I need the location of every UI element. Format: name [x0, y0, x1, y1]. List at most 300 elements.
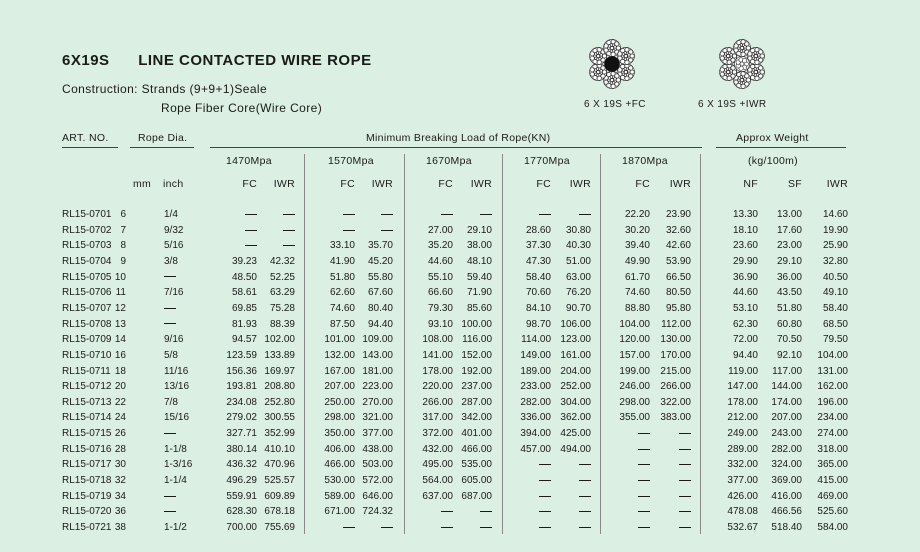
- breaking-load-cell: 51.80: [329, 271, 355, 283]
- header-mbl-underline: [210, 147, 702, 148]
- breaking-load-cell: 327.71: [226, 428, 257, 440]
- breaking-load-cell: 234.08: [226, 396, 257, 408]
- header-rope-dia-underline: [130, 147, 194, 148]
- weight-cell: 416.00: [771, 490, 802, 502]
- weight-cell: 518.40: [771, 522, 802, 533]
- breaking-load-cell: [641, 427, 691, 441]
- breaking-load-cell: [541, 208, 591, 222]
- art-no-cell: RL15-0718: [62, 475, 112, 487]
- dia-mm-cell: 18: [114, 365, 126, 377]
- art-no-cell: RL15-0719: [62, 490, 112, 502]
- art-no-cell: RL15-0710: [62, 349, 112, 361]
- art-no-cell: RL15-0703: [62, 240, 112, 252]
- dia-mm-cell: 20: [114, 381, 126, 393]
- breaking-load-cell: 535.00: [461, 459, 492, 471]
- breaking-load-cell: 250.00: [324, 396, 355, 408]
- breaking-load-cell: [245, 224, 295, 238]
- breaking-load-cell: 266.00: [660, 381, 691, 393]
- dia-inch-cell: 11/16: [164, 365, 189, 377]
- breaking-load-cell: 42.60: [665, 240, 691, 252]
- breaking-load-cell: 637.00: [422, 490, 453, 502]
- grade-header: 1570Mpa: [328, 155, 374, 167]
- weight-cell: 365.00: [817, 459, 848, 471]
- art-no-cell: RL15-0721: [62, 522, 112, 533]
- weight-cell: 478.08: [727, 506, 758, 518]
- weight-cell: 282.00: [771, 443, 802, 455]
- breaking-load-cell: 494.00: [560, 443, 591, 455]
- art-no-cell: RL15-0702: [62, 224, 112, 236]
- breaking-load-cell: 317.00: [422, 412, 453, 424]
- dia-mm-cell: 10: [114, 271, 126, 283]
- breaking-load-cell: 35.70: [367, 240, 393, 252]
- breaking-load-cell: 81.93: [231, 318, 257, 330]
- breaking-load-cell: 279.02: [226, 412, 257, 424]
- weight-cell: 72.00: [732, 334, 758, 346]
- breaking-load-cell: 67.60: [367, 287, 393, 299]
- dia-mm-cell: 6: [120, 209, 126, 220]
- breaking-load-cell: 66.60: [427, 287, 453, 299]
- dia-mm-cell: 32: [114, 475, 126, 487]
- weight-cell: 43.50: [776, 287, 802, 299]
- breaking-load-cell: 80.40: [367, 302, 393, 314]
- header-art-no-underline: [62, 147, 118, 148]
- breaking-load-cell: 94.40: [367, 318, 393, 330]
- header-weight-iwr: IWR: [826, 178, 848, 190]
- art-no-cell: RL15-0705: [62, 271, 112, 283]
- breaking-load-cell: 207.00: [324, 381, 355, 393]
- weight-cell: 13.00: [776, 209, 802, 220]
- breaking-load-cell: 372.00: [422, 428, 453, 440]
- breaking-load-cell: 39.23: [231, 255, 257, 267]
- weight-cell: 117.00: [772, 365, 802, 377]
- weight-cell: 234.00: [817, 412, 848, 424]
- breaking-load-cell: 525.57: [264, 475, 295, 487]
- breaking-load-cell: [442, 521, 492, 535]
- breaking-load-cell: 58.61: [231, 287, 257, 299]
- breaking-load-cell: [541, 458, 591, 472]
- breaking-load-cell: 49.90: [624, 255, 650, 267]
- breaking-load-cell: 401.00: [461, 428, 492, 440]
- breaking-load-cell: 342.00: [461, 412, 492, 424]
- breaking-load-cell: 350.00: [324, 428, 355, 440]
- breaking-load-cell: 45.20: [367, 255, 393, 267]
- dia-inch-cell: 1-1/4: [164, 475, 187, 487]
- weight-cell: 29.10: [776, 255, 802, 267]
- breaking-load-cell: 38.00: [466, 240, 492, 252]
- breaking-load-cell: 496.29: [226, 475, 257, 487]
- breaking-load-cell: 192.00: [461, 365, 492, 377]
- weight-cell: 19.90: [822, 224, 848, 236]
- breaking-load-cell: 95.80: [665, 302, 691, 314]
- weight-cell: 53.10: [732, 302, 758, 314]
- breaking-load-cell: 40.30: [565, 240, 591, 252]
- breaking-load-cell: 93.10: [427, 318, 453, 330]
- breaking-load-cell: 39.40: [624, 240, 650, 252]
- breaking-load-cell: 252.00: [560, 381, 591, 393]
- breaking-load-cell: 167.00: [324, 365, 355, 377]
- breaking-load-cell: 700.00: [226, 522, 257, 533]
- weight-cell: 92.10: [776, 349, 802, 361]
- breaking-load-cell: 90.70: [565, 302, 591, 314]
- breaking-load-cell: 237.00: [461, 381, 492, 393]
- product-code: 6X19S: [62, 52, 110, 69]
- weight-cell: 23.60: [732, 240, 758, 252]
- header-weight-unit: (kg/100m): [748, 155, 798, 167]
- dia-inch-cell: [164, 271, 176, 285]
- art-no-cell: RL15-0713: [62, 396, 112, 408]
- breaking-load-cell: 671.00: [324, 506, 355, 518]
- weight-cell: 13.30: [732, 209, 758, 220]
- dia-mm-cell: 12: [114, 302, 126, 314]
- breaking-load-cell: 42.32: [269, 255, 295, 267]
- breaking-load-cell: 104.00: [619, 318, 650, 330]
- grade-header: 1470Mpa: [226, 155, 272, 167]
- weight-cell: 274.00: [817, 428, 848, 440]
- header-fc: FC: [635, 178, 650, 190]
- breaking-load-cell: [442, 208, 492, 222]
- weight-cell: 79.50: [822, 334, 848, 346]
- breaking-load-cell: 605.00: [461, 475, 492, 487]
- breaking-load-cell: 102.00: [264, 334, 295, 346]
- weight-cell: 196.00: [817, 396, 848, 408]
- header-sf: SF: [787, 178, 802, 190]
- breaking-load-cell: 193.81: [226, 381, 257, 393]
- breaking-load-cell: 70.60: [525, 287, 551, 299]
- breaking-load-cell: 79.30: [427, 302, 453, 314]
- header-weight-underline: [716, 147, 846, 148]
- dia-mm-cell: 34: [114, 490, 126, 502]
- weight-cell: 44.60: [732, 287, 758, 299]
- product-title: [62, 52, 372, 69]
- header-approx-weight: Approx Weight: [736, 132, 809, 144]
- weight-cell: 324.00: [771, 459, 802, 471]
- breaking-load-cell: 559.91: [226, 490, 257, 502]
- breaking-load-cell: 589.00: [324, 490, 355, 502]
- breaking-load-cell: 724.32: [362, 506, 393, 518]
- breaking-load-cell: 37.30: [525, 240, 551, 252]
- weight-cell: 525.60: [817, 506, 848, 518]
- art-no-cell: RL15-0714: [62, 412, 112, 424]
- dia-mm-cell: 28: [114, 443, 126, 455]
- header-iwr: IWR: [273, 178, 295, 190]
- dia-mm-cell: 9: [120, 255, 126, 267]
- breaking-load-cell: 470.96: [264, 459, 295, 471]
- weight-cell: 147.00: [727, 381, 758, 393]
- breaking-load-cell: 48.50: [231, 271, 257, 283]
- breaking-load-cell: 108.00: [422, 334, 453, 346]
- breaking-load-cell: 355.00: [619, 412, 650, 424]
- weight-cell: 207.00: [771, 412, 802, 424]
- breaking-load-cell: 75.28: [269, 302, 295, 314]
- dia-inch-cell: 13/16: [164, 381, 190, 393]
- dia-mm-cell: 14: [114, 334, 126, 346]
- breaking-load-cell: 23.90: [665, 209, 691, 220]
- weight-cell: 17.60: [776, 224, 802, 236]
- breaking-load-cell: 141.00: [422, 349, 453, 361]
- header-fc: FC: [242, 178, 257, 190]
- breaking-load-cell: [641, 505, 691, 519]
- header-mbl: Minimum Breaking Load of Rope(KN): [366, 132, 551, 144]
- dia-inch-cell: 5/16: [164, 240, 184, 252]
- breaking-load-cell: 406.00: [324, 443, 355, 455]
- breaking-load-cell: 298.00: [619, 396, 650, 408]
- breaking-load-cell: [641, 443, 691, 457]
- header-rope-dia: Rope Dia.: [138, 132, 188, 144]
- breaking-load-cell: 169.97: [264, 365, 295, 377]
- dia-mm-cell: 8: [120, 240, 126, 252]
- column-separator: [700, 154, 701, 534]
- weight-cell: 104.00: [817, 349, 848, 361]
- dia-inch-cell: 3/8: [164, 255, 178, 267]
- weight-cell: 369.00: [771, 475, 802, 487]
- breaking-load-cell: 300.55: [264, 412, 295, 424]
- art-no-cell: RL15-0708: [62, 318, 112, 330]
- dia-mm-cell: 22: [114, 396, 126, 408]
- breaking-load-cell: 204.00: [560, 365, 591, 377]
- dia-mm-cell: 11: [115, 287, 126, 299]
- breaking-load-cell: 88.39: [269, 318, 295, 330]
- header-iwr: IWR: [669, 178, 691, 190]
- breaking-load-cell: 63.00: [565, 271, 591, 283]
- breaking-load-cell: 132.00: [324, 349, 355, 361]
- header-nf: NF: [743, 178, 758, 190]
- dia-inch-cell: [164, 490, 176, 504]
- breaking-load-cell: 530.00: [324, 475, 355, 487]
- breaking-load-cell: 51.00: [565, 255, 591, 267]
- dia-inch-cell: 1/4: [164, 209, 178, 220]
- weight-cell: 466.56: [771, 506, 802, 518]
- breaking-load-cell: 215.00: [660, 365, 691, 377]
- dia-inch-cell: 1-3/16: [164, 459, 193, 471]
- breaking-load-cell: 63.29: [269, 287, 295, 299]
- breaking-load-cell: 52.25: [269, 271, 295, 283]
- breaking-load-cell: 30.20: [624, 224, 650, 236]
- breaking-load-cell: 152.00: [461, 349, 492, 361]
- breaking-load-cell: 29.10: [466, 224, 492, 236]
- rope-section-fc-image: [586, 38, 638, 90]
- breaking-load-cell: 246.00: [619, 381, 650, 393]
- header-inch: inch: [163, 178, 184, 190]
- dia-inch-cell: 5/8: [164, 349, 178, 361]
- breaking-load-cell: 220.00: [422, 381, 453, 393]
- breaking-load-cell: 74.60: [624, 287, 650, 299]
- art-no-cell: RL15-0712: [62, 381, 112, 393]
- breaking-load-cell: 170.00: [660, 349, 691, 361]
- breaking-load-cell: 336.00: [520, 412, 551, 424]
- breaking-load-cell: 394.00: [520, 428, 551, 440]
- weight-cell: 131.00: [817, 365, 848, 377]
- breaking-load-cell: 27.00: [427, 224, 453, 236]
- breaking-load-cell: 438.00: [362, 443, 393, 455]
- dia-inch-cell: 9/32: [164, 224, 184, 236]
- breaking-load-cell: 181.00: [362, 365, 393, 377]
- breaking-load-cell: 101.00: [324, 334, 355, 346]
- art-no-cell: RL15-0707: [62, 302, 112, 314]
- dia-mm-cell: 26: [114, 428, 126, 440]
- weight-cell: 249.00: [727, 428, 758, 440]
- breaking-load-cell: 199.00: [619, 365, 650, 377]
- dia-mm-cell: 36: [114, 506, 126, 518]
- breaking-load-cell: [442, 505, 492, 519]
- breaking-load-cell: 55.80: [367, 271, 393, 283]
- breaking-load-cell: 123.59: [226, 349, 257, 361]
- breaking-load-cell: [641, 521, 691, 535]
- breaking-load-cell: 80.50: [665, 287, 691, 299]
- weight-cell: 415.00: [817, 475, 848, 487]
- breaking-load-cell: 564.00: [422, 475, 453, 487]
- weight-cell: 332.00: [727, 459, 758, 471]
- breaking-load-cell: 84.10: [525, 302, 551, 314]
- breaking-load-cell: 69.85: [231, 302, 257, 314]
- breaking-load-cell: [541, 490, 591, 504]
- weight-cell: 49.10: [822, 287, 848, 299]
- breaking-load-cell: [541, 474, 591, 488]
- breaking-load-cell: 377.00: [362, 428, 393, 440]
- breaking-load-cell: 88.80: [624, 302, 650, 314]
- breaking-load-cell: 44.60: [427, 255, 453, 267]
- breaking-load-cell: 62.60: [329, 287, 355, 299]
- grade-header: 1770Mpa: [524, 155, 570, 167]
- weight-cell: 58.40: [822, 302, 848, 314]
- weight-cell: 40.50: [822, 271, 848, 283]
- header-fc: FC: [340, 178, 355, 190]
- breaking-load-cell: 87.50: [329, 318, 355, 330]
- dia-mm-cell: 38: [114, 522, 126, 533]
- breaking-load-cell: 32.60: [665, 224, 691, 236]
- weight-cell: 29.90: [732, 255, 758, 267]
- weight-cell: 243.00: [771, 428, 802, 440]
- breaking-load-cell: 120.00: [619, 334, 650, 346]
- dia-inch-cell: 1-1/8: [164, 443, 187, 455]
- weight-cell: 119.00: [728, 365, 758, 377]
- weight-cell: 178.00: [727, 396, 758, 408]
- dia-mm-cell: 30: [114, 459, 126, 471]
- rope-section-iwr-image: [716, 38, 768, 90]
- breaking-load-cell: 41.90: [329, 255, 355, 267]
- breaking-load-cell: 503.00: [362, 459, 393, 471]
- breaking-load-cell: 61.70: [624, 271, 650, 283]
- header-fc: FC: [438, 178, 453, 190]
- dia-mm-cell: 16: [114, 349, 126, 361]
- core-text: Rope Fiber Core(Wire Core): [161, 101, 323, 115]
- weight-cell: 144.00: [771, 381, 802, 393]
- art-no-cell: RL15-0709: [62, 334, 112, 346]
- breaking-load-cell: 156.36: [226, 365, 257, 377]
- breaking-load-cell: 287.00: [461, 396, 492, 408]
- art-no-cell: RL15-0701: [62, 209, 112, 220]
- breaking-load-cell: 609.89: [264, 490, 295, 502]
- breaking-load-cell: 189.00: [520, 365, 551, 377]
- header-iwr: IWR: [470, 178, 492, 190]
- weight-cell: 60.80: [776, 318, 802, 330]
- weight-cell: 426.00: [727, 490, 758, 502]
- breaking-load-cell: 383.00: [660, 412, 691, 424]
- art-no-cell: RL15-0711: [62, 365, 111, 377]
- weight-cell: 51.80: [776, 302, 802, 314]
- dia-inch-cell: [164, 505, 176, 519]
- breaking-load-cell: 66.50: [665, 271, 691, 283]
- breaking-load-cell: [245, 208, 295, 222]
- art-no-cell: RL15-0704: [62, 255, 112, 267]
- breaking-load-cell: [343, 224, 393, 238]
- art-no-cell: RL15-0715: [62, 428, 112, 440]
- breaking-load-cell: 35.20: [427, 240, 453, 252]
- breaking-load-cell: 466.00: [324, 459, 355, 471]
- dia-mm-cell: 7: [120, 224, 126, 236]
- breaking-load-cell: 304.00: [560, 396, 591, 408]
- header-iwr: IWR: [371, 178, 393, 190]
- weight-cell: 162.00: [817, 381, 848, 393]
- breaking-load-cell: 436.32: [226, 459, 257, 471]
- breaking-load-cell: 123.00: [560, 334, 591, 346]
- breaking-load-cell: 58.40: [525, 271, 551, 283]
- breaking-load-cell: 266.00: [422, 396, 453, 408]
- breaking-load-cell: [343, 521, 393, 535]
- weight-cell: 36.00: [776, 271, 802, 283]
- breaking-load-cell: 109.00: [362, 334, 393, 346]
- breaking-load-cell: 223.00: [362, 381, 393, 393]
- breaking-load-cell: 252.80: [264, 396, 295, 408]
- grade-header: 1670Mpa: [426, 155, 472, 167]
- breaking-load-cell: 94.57: [231, 334, 257, 346]
- weight-cell: 32.80: [822, 255, 848, 267]
- breaking-load-cell: 53.90: [665, 255, 691, 267]
- breaking-load-cell: 432.00: [422, 443, 453, 455]
- breaking-load-cell: 233.00: [520, 381, 551, 393]
- breaking-load-cell: 100.00: [461, 318, 492, 330]
- breaking-load-cell: 143.00: [362, 349, 393, 361]
- breaking-load-cell: 161.00: [560, 349, 591, 361]
- breaking-load-cell: 628.30: [226, 506, 257, 518]
- breaking-load-cell: 71.90: [466, 287, 492, 299]
- header-art-no: ART. NO.: [62, 132, 109, 144]
- weight-cell: 469.00: [817, 490, 848, 502]
- weight-cell: 23.00: [776, 240, 802, 252]
- breaking-load-cell: 678.18: [264, 506, 295, 518]
- breaking-load-cell: 208.80: [264, 381, 295, 393]
- breaking-load-cell: 457.00: [520, 443, 551, 455]
- breaking-load-cell: 114.00: [521, 334, 551, 346]
- breaking-load-cell: [641, 458, 691, 472]
- breaking-load-cell: 112.00: [661, 318, 691, 330]
- breaking-load-cell: 28.60: [525, 224, 551, 236]
- weight-cell: 174.00: [771, 396, 802, 408]
- weight-cell: 584.00: [817, 522, 848, 533]
- breaking-load-cell: 22.20: [624, 209, 650, 220]
- breaking-load-cell: 157.00: [619, 349, 650, 361]
- breaking-load-cell: 362.00: [560, 412, 591, 424]
- breaking-load-cell: [641, 474, 691, 488]
- breaking-load-cell: [541, 521, 591, 535]
- breaking-load-cell: 425.00: [560, 428, 591, 440]
- dia-inch-cell: 7/16: [164, 287, 184, 299]
- breaking-load-cell: [245, 239, 295, 253]
- breaking-load-cell: [343, 208, 393, 222]
- breaking-load-cell: 55.10: [427, 271, 453, 283]
- weight-cell: 36.90: [732, 271, 758, 283]
- breaking-load-cell: 380.14: [226, 443, 257, 455]
- weight-cell: 62.30: [732, 318, 758, 330]
- dia-inch-cell: 15/16: [164, 412, 190, 424]
- header-fc: FC: [536, 178, 551, 190]
- weight-cell: 18.10: [732, 224, 758, 236]
- weight-cell: 70.50: [776, 334, 802, 346]
- breaking-load-cell: 98.70: [525, 318, 551, 330]
- breaking-load-cell: 410.10: [264, 443, 295, 455]
- grade-header: 1870Mpa: [622, 155, 668, 167]
- header-iwr: IWR: [569, 178, 591, 190]
- dia-inch-cell: 9/16: [164, 334, 184, 346]
